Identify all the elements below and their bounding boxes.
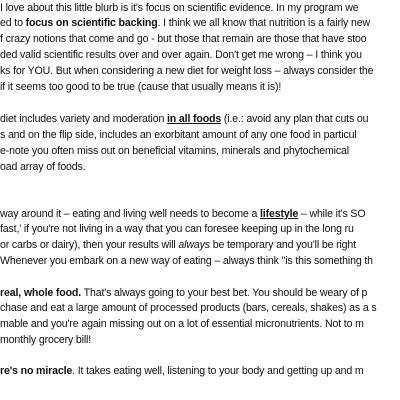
real-whole-food-bold: real, whole food.	[0, 287, 82, 299]
paragraph-3-line-3-rest: be temporary and you'll be right	[209, 239, 356, 251]
paragraph-5-line-1-rest: . It takes eating well, listening to your body and getting up and m	[72, 365, 364, 377]
paragraph-2-line-1-text: diet includes variety and moderation	[0, 113, 167, 125]
paragraph-2-line-1	[0, 112, 368, 126]
paragraph-3-line-3-text: or carbs or dairy), then your results will	[0, 239, 179, 251]
paragraph-1-line-1: I love about this little blurb is it's focus on scientific evidence. In my program we	[0, 2, 359, 14]
paragraph-4-line-4: monthly grocery bill!	[0, 334, 92, 346]
paragraph-3-line-1-text: way around it – eating and living well needs to become a	[0, 208, 260, 220]
paragraph-3-line-4: Whenever you embark on a new way of eating – always think "is this something th	[0, 255, 373, 267]
paragraph-3-line-2: fast,' if you're not living in a way that you can foresee keeping up in the long ru	[0, 223, 354, 235]
always-emphasis: always	[178, 239, 210, 251]
paragraph-4-line-3: mable and you're again missing out on a lot of essential micronutrients. Not to m	[0, 318, 364, 330]
paragraph-1-line-3: f crazy notions that come and go - but those that remain are those that have stoo	[0, 33, 367, 45]
paragraph-4-line-2: chase and eat a large amount of processed products (bars, cereals, shakes) as a s	[0, 302, 377, 314]
paragraph-1-line-4: ded valid scientific results over and over again. Don't get me wrong – I think you	[0, 49, 362, 61]
paragraph-1-line-2-rest: . I think we all know that nutrition is a fairly new	[157, 17, 370, 29]
paragraph-3-line-1	[0, 207, 365, 221]
no-miracle-bold: re's no miracle	[0, 365, 73, 377]
paragraph-1-line-2	[0, 16, 370, 30]
paragraph-3-line-3	[0, 238, 356, 252]
paragraph-2-line-4: oad array of foods.	[0, 161, 86, 173]
lifestyle-emphasis: lifestyle	[260, 208, 299, 220]
paragraph-2-line-1-rest: (i.e.: avoid any plan that cuts ou	[221, 113, 369, 125]
paragraph-2-line-2: s and on the flip side, includes an exorbitant amount of any one food in particul	[0, 129, 357, 141]
paragraph-1-line-2-text: ed to	[0, 17, 26, 29]
in-all-foods-emphasis: in all foods	[167, 113, 222, 125]
paragraph-1-line-5: ks for YOU. But when considering a new diet for weight loss – always consider the	[0, 65, 374, 77]
paragraph-5-line-1	[0, 364, 364, 378]
paragraph-4-line-1	[0, 286, 367, 300]
paragraph-1-line-6: if it seems too good to be true (cause that usually means it is)!	[0, 81, 282, 93]
paragraph-3-line-1-rest: – while it's SO	[298, 208, 366, 220]
paragraph-4-line-1-rest: That's always going to your best bet. You should be weary of p	[81, 287, 368, 299]
paragraph-2-line-3: e-note you often miss out on beneficial vitamins, minerals and phytochemical	[0, 145, 349, 157]
focus-on-scientific-backing-bold: focus on scientific backing	[25, 17, 158, 29]
